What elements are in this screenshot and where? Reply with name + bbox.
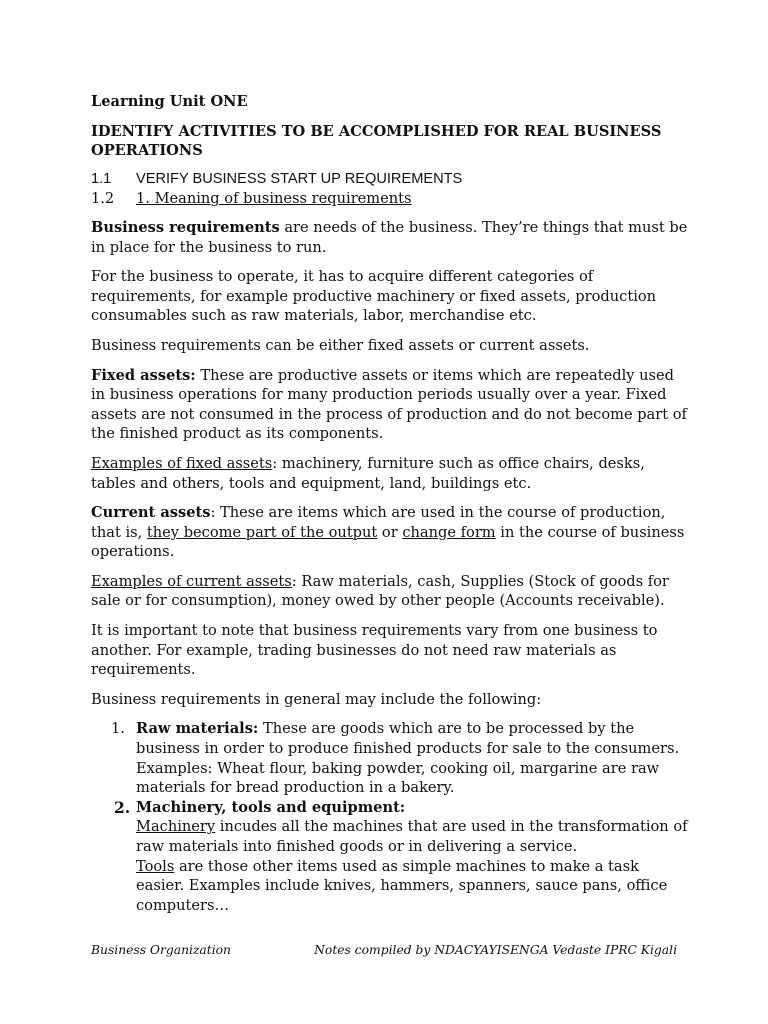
subsection-title: 1. Meaning of business requirements (136, 190, 412, 208)
paragraph-vary: It is important to note that business requirements vary from one business to another. For example, trading businesses do not need raw materials as requirements. (91, 622, 658, 679)
paragraph-categories: For the business to operate, it has to acquire different categories of requirements, for example productive machinery or fixed assets, production consumables such as raw materials, labor, merchandise etc. (91, 268, 657, 325)
paragraph-text: are needs of the business. They’re things that must be in place for the business to run. (91, 218, 688, 256)
subsection-number: 1.1 (91, 170, 112, 187)
paragraph-text: : Raw materials, cash, Supplies (Stock of goods for sale or for consumption), money owed by other people (Accounts receivable). (91, 572, 669, 610)
machinery-description (136, 817, 691, 856)
list-item-machinery (91, 798, 691, 916)
paragraph-fixed-or-current: Business requirements can be either fixed assets or current assets. (91, 336, 590, 354)
paragraph-examples-current (91, 572, 691, 611)
footer-left: Business Organization (91, 943, 231, 957)
section-heading: IDENTIFY ACTIVITIES TO BE ACCOMPLISHED FOR REAL BUSINESS OPERATIONS (91, 122, 662, 160)
underlined-phrase: change form (402, 523, 496, 541)
paragraph-general: Business requirements in general may include the following: (91, 690, 542, 708)
paragraph-text: : These are items which are used in the course of production, that is, (91, 504, 666, 541)
term-bold: Machinery, tools and equipment: (136, 798, 406, 816)
list-number: 1. (111, 720, 125, 738)
page-footer (91, 942, 677, 958)
paragraph-text: These are productive assets or items which are repeatedly used in business operations for many production periods usually over a year. Fixed assets are not consumed in the process of production and do not become part of the finished product as its components. (91, 366, 687, 443)
subsection-1-2 (91, 189, 691, 209)
paragraph-text: in the course of business operations. (91, 523, 685, 561)
list-number: 2. (114, 797, 131, 817)
list-item-text: incudes all the machines that are used in the transformation of raw materials into finished goods or in delivering a service. (136, 818, 688, 855)
paragraph-fixed-assets (91, 366, 691, 444)
paragraph-business-requirements (91, 218, 691, 257)
subsection-1-1 (91, 170, 691, 190)
term-bold: Fixed assets: (91, 366, 196, 384)
subsection-number: 1.2 (91, 190, 115, 208)
unit-title: Learning Unit ONE (91, 93, 248, 110)
term-bold: Current assets (91, 504, 211, 522)
list-item-raw-materials (91, 719, 691, 797)
list-item-text: are those other items used as simple machines to make a task easier. Examples include knives, hammers, spanners, sauce pans, office computers… (136, 857, 668, 914)
paragraph-text: : machinery, furniture such as office chairs, desks, tables and others, tools and equipment, land, buildings etc. (91, 454, 645, 492)
tools-description (136, 857, 691, 916)
underlined-term: Examples of fixed assets (91, 454, 273, 472)
footer-right: Notes compiled by NDACYAYISENGA Vedaste IPRC Kigali (314, 943, 677, 957)
document-body (91, 92, 691, 915)
term-bold: Business requirements (91, 218, 280, 236)
list-item-text: These are goods which are to be processed by the business in order to produce finished products for sale to the consumers. Examples: Wheat flour, baking powder, cooking oil, margarine are raw materials for bread production in a bakery. (136, 720, 680, 797)
underlined-term: Examples of current assets (91, 572, 292, 590)
subsection-title: VERIFY BUSINESS START UP REQUIREMENTS (136, 170, 463, 187)
underlined-phrase: they become part of the output (146, 523, 378, 541)
requirements-list (91, 719, 691, 915)
term-bold: Raw materials: (136, 720, 259, 738)
paragraph-text: or (377, 523, 403, 541)
paragraph-examples-fixed (91, 454, 691, 493)
underlined-term: Machinery (136, 818, 216, 836)
underlined-term: Tools (136, 857, 175, 875)
paragraph-current-assets (91, 503, 691, 562)
